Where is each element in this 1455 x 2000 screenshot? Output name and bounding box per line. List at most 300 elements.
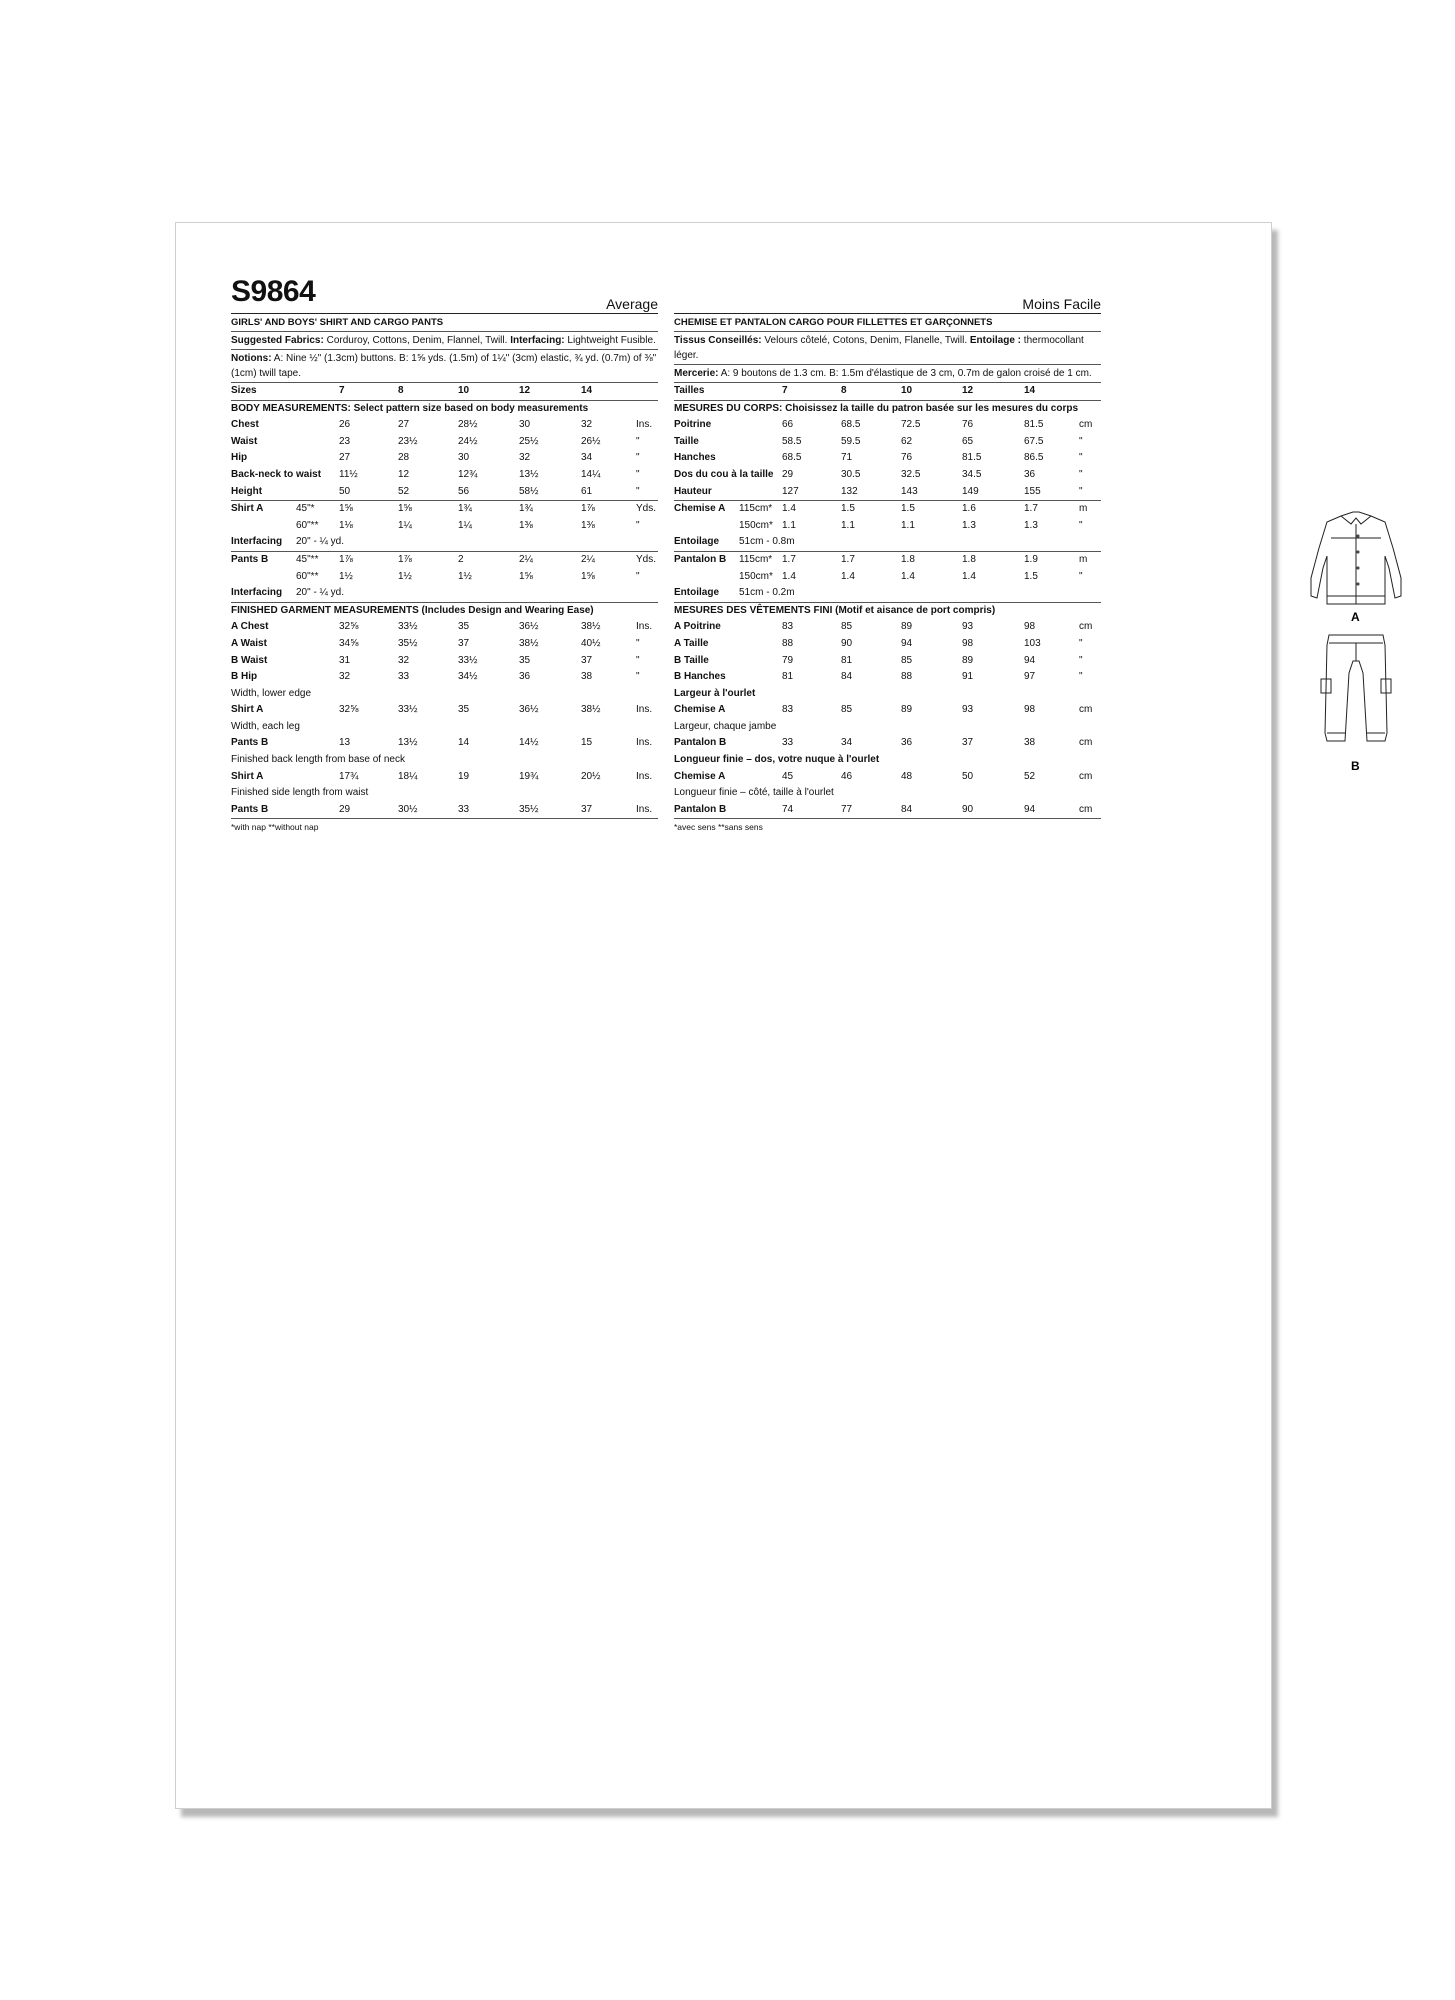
finished-value: 29 [339, 803, 351, 815]
interfacing-text-fr: thermocollant léger. [674, 335, 1084, 361]
finished-value: 38 [581, 671, 593, 683]
fabrics-text-fr: Velours côtelé, Cotons, Denim, Flanelle, Twill. [761, 335, 970, 346]
finished-value: 81 [782, 671, 794, 683]
yardage-row [674, 534, 1101, 552]
body-measurement-row [231, 434, 658, 451]
unit: " [636, 570, 640, 582]
finished-value: 36 [901, 737, 913, 749]
finished-value: 91 [962, 671, 974, 683]
finished-value: 33½ [398, 621, 418, 633]
yardage-value: 1.4 [782, 503, 796, 515]
measure-value: 30.5 [841, 468, 861, 480]
unit: " [1079, 570, 1083, 582]
fabrics-label: Suggested Fabrics: [231, 335, 324, 346]
body-measurement-row [231, 484, 658, 502]
row-label: A Poitrine [674, 621, 721, 633]
measure-value: 67.5 [1024, 435, 1044, 447]
finished-value: 32 [339, 671, 351, 683]
finished-value: 81 [841, 654, 853, 666]
finished-measurement-row [674, 785, 1101, 802]
unit: m [1079, 553, 1088, 565]
finished-measurement-row [231, 636, 658, 653]
yardage-row [674, 569, 1101, 586]
finished-measurement-row [674, 752, 1101, 769]
row-label: A Waist [231, 637, 267, 649]
finished-value: 19 [458, 770, 470, 782]
finished-value: 36½ [519, 704, 539, 716]
yardage-value: 1.3 [962, 519, 976, 531]
yardage-value: 1⅜ [519, 519, 533, 531]
measure-value: 65 [962, 435, 974, 447]
row-label: Taille [674, 435, 699, 447]
row-label: Hauteur [674, 485, 712, 497]
row-label: Entoilage [674, 587, 720, 599]
finished-value: 31 [339, 654, 351, 666]
finished-value: 33 [458, 803, 470, 815]
measure-value: 76 [901, 452, 913, 464]
yardage-row [674, 585, 1101, 603]
finished-value: 98 [1024, 621, 1036, 633]
row-label: Pants B [231, 553, 269, 565]
size-heading: 8 [398, 385, 404, 396]
unit: cm [1079, 737, 1093, 749]
yardage-value: 1¾ [458, 503, 472, 515]
yardage-row [674, 518, 1101, 535]
measure-value: 25½ [519, 435, 539, 447]
yardage-value: 2 [458, 553, 464, 565]
row-label: Dos du cou à la taille [674, 468, 774, 480]
measure-value: 155 [1024, 485, 1041, 497]
sizes-header-row [674, 383, 1101, 401]
finished-value: 35½ [398, 637, 418, 649]
unit: Ins. [636, 737, 653, 749]
unit: Ins. [636, 419, 653, 431]
measure-value: 36 [1024, 468, 1036, 480]
row-label: Width, lower edge [231, 687, 312, 699]
section-heading [231, 603, 658, 620]
unit: Ins. [636, 770, 653, 782]
notions-text: A: Nine ½" (1.3cm) buttons. B: 1⅝ yds. (1.5m) of 1¼" (3cm) elastic, ¾ yd. (0.7m) of ⅜" (1cm) twill tape. [231, 353, 657, 379]
row-label: Interfacing [231, 536, 283, 548]
finished-value: 93 [962, 704, 974, 716]
finished-value: 40½ [581, 637, 601, 649]
finished-value: 37 [581, 803, 593, 815]
unit: Ins. [636, 803, 653, 815]
finished-value: 103 [1024, 637, 1041, 649]
fabric-width: 20" - ¼ yd. [296, 587, 345, 599]
finished-value: 83 [782, 704, 794, 716]
finished-measurement-row [231, 719, 658, 736]
body-measurement-row [231, 417, 658, 434]
body-measurement-row [674, 417, 1101, 434]
yardage-value: 1.4 [962, 570, 976, 582]
measure-value: 32.5 [901, 468, 921, 480]
suggested-fabrics [231, 332, 658, 350]
fabrics-label-fr: Tissus Conseillés: [674, 335, 762, 346]
row-label: Hip [231, 452, 248, 464]
row-label: Pantalon B [674, 737, 727, 749]
measure-value: 32 [581, 419, 593, 431]
measure-value: 72.5 [901, 419, 921, 431]
finished-value: 88 [901, 671, 913, 683]
yardage-value: 2¼ [581, 553, 595, 565]
yardage-value: 1.4 [841, 570, 855, 582]
footnote: *avec sens **sans sens [674, 822, 763, 833]
finished-value: 33½ [458, 654, 478, 666]
finished-value: 37 [458, 637, 470, 649]
finished-value: 89 [962, 654, 974, 666]
measure-value: 13½ [519, 468, 539, 480]
fabric-width: 115cm* [739, 553, 773, 565]
row-label: Chest [231, 419, 259, 431]
unit: Yds. [636, 553, 657, 565]
row-label: Longueur finie – dos, votre nuque à l'ourlet [674, 754, 880, 766]
measure-value: 58½ [519, 485, 539, 497]
finished-value: 38½ [581, 704, 601, 716]
unit: " [1079, 485, 1083, 497]
finished-value: 93 [962, 621, 974, 633]
measure-value: 26 [339, 419, 351, 431]
row-label: Largeur, chaque jambe [674, 720, 777, 732]
measure-value: 62 [901, 435, 913, 447]
finished-value: 85 [901, 654, 913, 666]
size-heading: 12 [519, 385, 531, 396]
row-label: Entoilage [674, 536, 720, 548]
measure-value: 34.5 [962, 468, 982, 480]
yardage-value: 1½ [398, 570, 412, 582]
measure-value: 61 [581, 485, 593, 497]
fabric-width: 45"* [296, 503, 315, 515]
technical-drawings [1301, 508, 1411, 803]
finished-measurement-row [674, 702, 1101, 719]
measure-value: 127 [782, 485, 799, 497]
interfacing-label-fr: Entoilage : [969, 335, 1022, 346]
shirt-a-drawing [1311, 512, 1401, 604]
finished-measurement-row [231, 686, 658, 703]
yardage-row [231, 534, 658, 552]
body-measurements-heading: BODY MEASUREMENTS: Select pattern size based on body measurements [231, 402, 589, 414]
notions-label: Notions: [231, 353, 272, 364]
unit: " [636, 485, 640, 497]
unit: Ins. [636, 621, 653, 633]
yardage-value: 1.5 [901, 503, 915, 515]
finished-measurement-row [231, 653, 658, 670]
measure-value: 59.5 [841, 435, 861, 447]
yardage-row [231, 552, 658, 569]
measure-value: 27 [339, 452, 351, 464]
body-measurement-row [674, 484, 1101, 502]
yardage-value: 1.5 [1024, 570, 1038, 582]
row-label: B Hanches [674, 671, 726, 683]
yardage-value: 1½ [458, 570, 472, 582]
measure-value: 143 [901, 485, 918, 497]
row-label: Pants B [231, 737, 269, 749]
finished-value: 18¼ [398, 770, 418, 782]
finished-value: 13 [339, 737, 351, 749]
finished-measurement-row [674, 719, 1101, 736]
unit: " [636, 671, 640, 683]
yardage-value: 1⅞ [581, 503, 595, 515]
footnote: *with nap **without nap [231, 822, 319, 833]
notions-text-fr: A: 9 boutons de 1.3 cm. B: 1.5m d'élastique de 3 cm, 0.7m de galon croisé de 1 cm. [718, 368, 1092, 379]
finished-measurement-row [674, 735, 1101, 752]
notions-label-fr: Mercerie: [674, 368, 719, 379]
finished-value: 32⅝ [339, 704, 359, 716]
measurement-table-en [231, 383, 658, 835]
finished-measurement-row [231, 752, 658, 769]
finished-value: 30½ [398, 803, 418, 815]
yardage-value: 1.7 [1024, 503, 1038, 515]
row-label: Pantalon B [674, 553, 727, 565]
drawing-label-b: B [1351, 759, 1360, 773]
finished-value: 46 [841, 770, 853, 782]
measure-value: 68.5 [782, 452, 802, 464]
fabric-width: 60"** [296, 519, 319, 531]
finished-value: 97 [1024, 671, 1036, 683]
measure-value: 76 [962, 419, 974, 431]
yardage-row [674, 552, 1101, 569]
measure-value: 71 [841, 452, 853, 464]
finished-value: 35 [519, 654, 531, 666]
fabric-width: 51cm - 0.8m [739, 536, 795, 548]
row-label: B Hip [231, 671, 258, 683]
yardage-value: 2¼ [519, 553, 533, 565]
finished-value: 32 [398, 654, 410, 666]
finished-measurement-row [231, 669, 658, 686]
measure-value: 27 [398, 419, 410, 431]
finished-value: 20½ [581, 770, 601, 782]
row-label: Longueur finie – côté, taille à l'ourlet [674, 787, 834, 799]
finished-value: 35 [458, 621, 470, 633]
body-measurements-heading: MESURES DU CORPS: Choisissez la taille du patron basée sur les mesures du corps [674, 402, 1079, 414]
finished-measurement-row [674, 619, 1101, 636]
finished-value: 88 [782, 637, 794, 649]
section-heading [674, 603, 1101, 620]
yardage-row [674, 501, 1101, 518]
size-heading: 12 [962, 385, 974, 396]
yardage-row [231, 518, 658, 535]
yardage-value: 1¼ [398, 519, 412, 531]
section-heading [231, 401, 658, 418]
finished-value: 37 [962, 737, 974, 749]
measure-value: 86.5 [1024, 452, 1044, 464]
yardage-value: 1⅝ [398, 503, 412, 515]
finished-value: 90 [841, 637, 853, 649]
finished-value: 94 [1024, 803, 1036, 815]
pattern-code: S9864 [231, 275, 316, 308]
finished-measurement-row [231, 702, 658, 719]
size-heading: 7 [782, 385, 788, 396]
yardage-value: 1.4 [901, 570, 915, 582]
row-label: Pants B [231, 803, 269, 815]
finished-value: 33½ [398, 704, 418, 716]
finished-value: 50 [962, 770, 974, 782]
unit: cm [1079, 704, 1093, 716]
measure-value: 30 [458, 452, 470, 464]
finished-value: 38½ [519, 637, 539, 649]
finished-measurement-row [231, 619, 658, 636]
pattern-envelope-back-page [175, 222, 1360, 1809]
unit: " [636, 519, 640, 531]
fabric-width: 20" - ¼ yd. [296, 536, 345, 548]
unit: Yds. [636, 503, 657, 515]
interfacing-label: Interfacing: [510, 335, 565, 346]
measure-value: 58.5 [782, 435, 802, 447]
unit: " [1079, 637, 1083, 649]
row-label: Finished back length from base of neck [231, 754, 405, 766]
finished-value: 94 [901, 637, 913, 649]
size-heading: 14 [581, 385, 593, 396]
unit: cm [1079, 770, 1093, 782]
finished-value: 77 [841, 803, 853, 815]
yardage-value: 1.9 [1024, 553, 1038, 565]
difficulty-level: Average [606, 296, 658, 312]
finished-value: 84 [901, 803, 913, 815]
finished-measurement-row [674, 802, 1101, 820]
pants-b-drawing [1321, 635, 1391, 741]
measure-value: 81.5 [1024, 419, 1044, 431]
measure-value: 24½ [458, 435, 478, 447]
unit: " [636, 452, 640, 464]
finished-value: 33 [398, 671, 410, 683]
unit: " [636, 435, 640, 447]
measure-value: 34 [581, 452, 593, 464]
yardage-row [231, 585, 658, 603]
yardage-value: 1⅞ [339, 553, 353, 565]
finished-value: 94 [1024, 654, 1036, 666]
measure-value: 56 [458, 485, 470, 497]
measure-value: 14¼ [581, 468, 601, 480]
measure-value: 29 [782, 468, 794, 480]
unit: " [1079, 519, 1083, 531]
garment-title: GIRLS' AND BOYS' SHIRT AND CARGO PANTS [231, 314, 658, 332]
measure-value: 68.5 [841, 419, 861, 431]
finished-value: 35 [458, 704, 470, 716]
finished-value: 19¾ [519, 770, 539, 782]
measure-value: 32 [519, 452, 531, 464]
yardage-value: 1.1 [901, 519, 915, 531]
finished-value: 85 [841, 704, 853, 716]
finished-value: 17¾ [339, 770, 359, 782]
suggested-fabrics-fr [674, 332, 1101, 365]
size-heading: 14 [1024, 385, 1036, 396]
fabric-width: 150cm* [739, 519, 773, 531]
english-header [231, 275, 658, 314]
unit: " [1079, 654, 1083, 666]
sizes-label: Sizes [231, 385, 257, 396]
finished-value: 36 [519, 671, 531, 683]
measure-value: 28½ [458, 419, 478, 431]
finished-measurement-row [674, 636, 1101, 653]
yardage-value: 1.7 [841, 553, 855, 565]
row-label: Shirt A [231, 770, 264, 782]
row-label: Poitrine [674, 419, 712, 431]
size-heading: 10 [458, 385, 470, 396]
unit: cm [1079, 621, 1093, 633]
measure-value: 30 [519, 419, 531, 431]
finished-value: 32⅝ [339, 621, 359, 633]
yardage-value: 1.3 [1024, 519, 1038, 531]
finished-value: 90 [962, 803, 974, 815]
finished-value: 48 [901, 770, 913, 782]
notions-fr [674, 365, 1101, 383]
row-label: B Taille [674, 654, 709, 666]
yardage-row [231, 569, 658, 586]
row-label: Width, each leg [231, 720, 300, 732]
body-measurement-row [674, 434, 1101, 451]
unit: " [1079, 671, 1083, 683]
row-label: Finished side length from waist [231, 787, 369, 799]
finished-measurement-row [231, 735, 658, 752]
measure-value: 12¾ [458, 468, 478, 480]
french-column [674, 283, 1101, 835]
yardage-value: 1⅜ [581, 519, 595, 531]
finished-value: 74 [782, 803, 794, 815]
row-label: Waist [231, 435, 258, 447]
row-label: Chemise A [674, 704, 726, 716]
unit: cm [1079, 419, 1093, 431]
row-label: B Waist [231, 654, 268, 666]
finished-value: 34⅝ [339, 637, 359, 649]
measure-value: 23 [339, 435, 351, 447]
measurement-table-fr [674, 383, 1101, 835]
finished-value: 35½ [519, 803, 539, 815]
row-label: Shirt A [231, 503, 264, 515]
yardage-value: 1¾ [519, 503, 533, 515]
finished-value: 79 [782, 654, 794, 666]
yardage-value: 1.5 [841, 503, 855, 515]
finished-value: 89 [901, 621, 913, 633]
unit: " [636, 637, 640, 649]
body-measurement-row [674, 467, 1101, 484]
finished-value: 45 [782, 770, 794, 782]
yardage-value: 1¼ [458, 519, 472, 531]
measure-value: 28 [398, 452, 410, 464]
sizes-label: Tailles [674, 385, 705, 396]
body-measurement-row [674, 450, 1101, 467]
finished-value: 38½ [581, 621, 601, 633]
finished-value: 14½ [519, 737, 539, 749]
unit: " [1079, 435, 1083, 447]
row-label: Shirt A [231, 704, 264, 716]
row-label: A Chest [231, 621, 269, 633]
measure-value: 81.5 [962, 452, 982, 464]
finished-measurements-heading: FINISHED GARMENT MEASUREMENTS (Includes Design and Wearing Ease) [231, 604, 594, 616]
interfacing-text: Lightweight Fusible. [564, 335, 656, 346]
fabric-width: 60"** [296, 570, 319, 582]
row-label: Hanches [674, 452, 716, 464]
sizes-header-row [231, 383, 658, 401]
fabrics-text: Corduroy, Cottons, Denim, Flannel, Twill. [323, 335, 511, 346]
yardage-value: 1.8 [901, 553, 915, 565]
yardage-value: 1.7 [782, 553, 796, 565]
yardage-value: 1⅞ [398, 553, 412, 565]
fabric-width: 45"** [296, 553, 319, 565]
size-heading: 7 [339, 385, 345, 396]
finished-value: 15 [581, 737, 593, 749]
body-measurement-row [231, 467, 658, 484]
finished-value: 84 [841, 671, 853, 683]
row-label: Back-neck to waist [231, 468, 322, 480]
finished-measurement-row [674, 769, 1101, 786]
french-header [674, 283, 1101, 314]
finished-measurement-row [674, 669, 1101, 686]
finished-value: 38 [1024, 737, 1036, 749]
yardage-value: 1.4 [782, 570, 796, 582]
unit: " [1079, 468, 1083, 480]
unit: Ins. [636, 704, 653, 716]
row-label: Chemise A [674, 503, 726, 515]
